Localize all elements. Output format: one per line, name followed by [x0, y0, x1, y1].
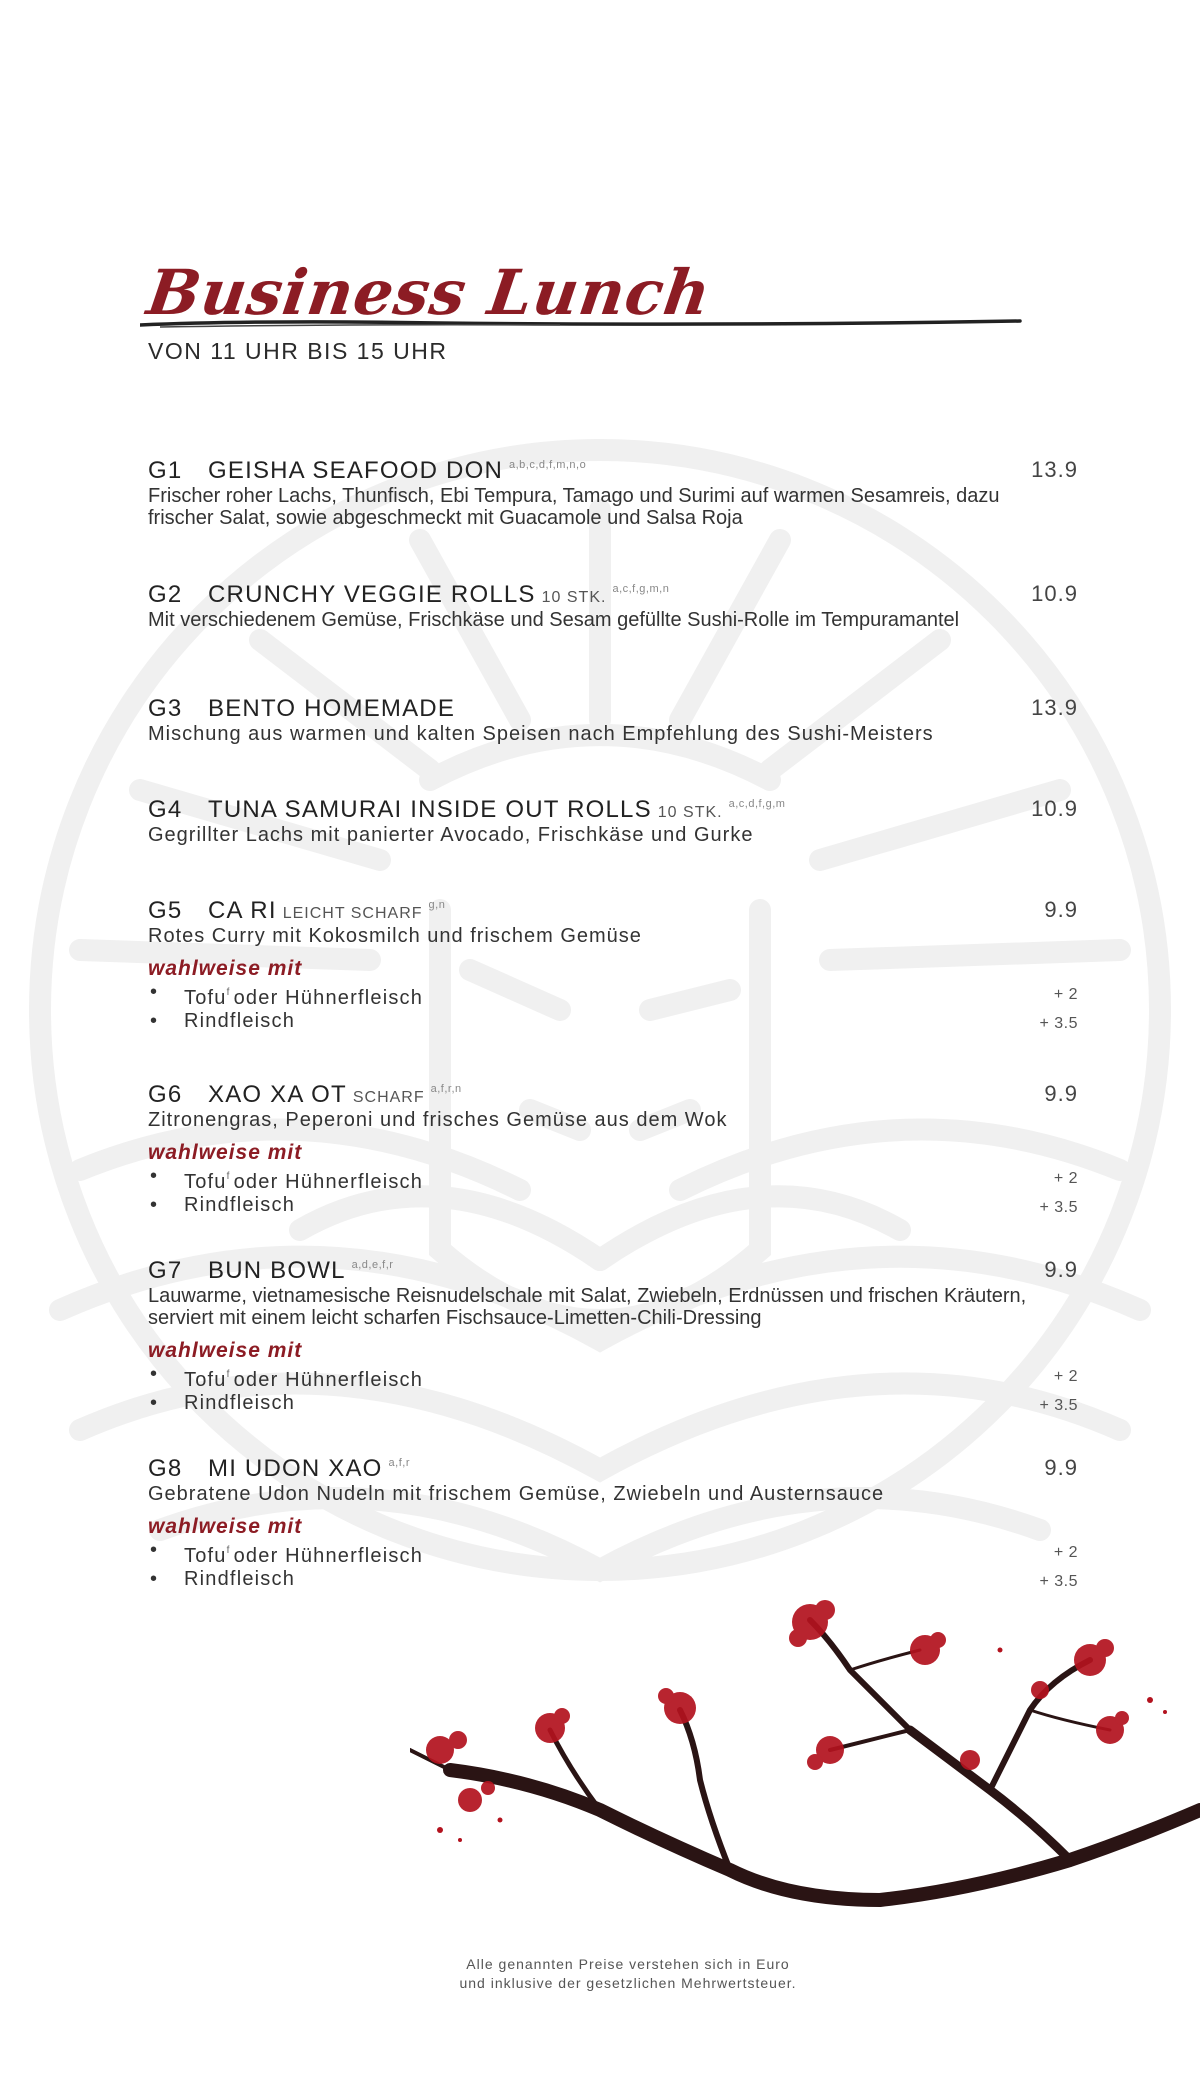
bullet: •	[150, 1363, 159, 1385]
option-row	[148, 1392, 1078, 1415]
item-price: 9.9	[1044, 1081, 1078, 1106]
page-title: Business Lunch	[142, 256, 716, 329]
option-row	[148, 981, 1078, 1010]
item-allergens: a,b,c,d,f,m,n,o	[509, 459, 587, 471]
bullet: •	[150, 981, 159, 1003]
option-allergen: f	[226, 1369, 231, 1380]
options-label: wahlweise mit	[148, 1141, 303, 1164]
option-allergen: f	[226, 987, 231, 998]
item-name: CA RI	[208, 897, 277, 924]
item-price: 13.9	[1031, 457, 1078, 482]
option-surcharge: + 3.5	[1039, 1199, 1078, 1216]
item-code: G7	[148, 1257, 183, 1284]
option-row	[148, 1363, 1078, 1392]
menu-item	[148, 796, 1078, 846]
item-name: CRUNCHY VEGGIE ROLLS	[208, 581, 536, 608]
option-text: Tofu	[184, 1369, 227, 1391]
item-code: G4	[148, 796, 183, 823]
item-description: Gegrillter Lachs mit panierter Avocado, Frischkäse und Gurke	[148, 824, 754, 846]
menu-item	[148, 897, 1078, 1033]
option-row	[148, 1165, 1078, 1194]
options-label: wahlweise mit	[148, 1515, 303, 1538]
option-surcharge: + 2	[1053, 1170, 1078, 1187]
options-label: wahlweise mit	[148, 1339, 303, 1362]
item-description: Mit verschiedenem Gemüse, Frischkäse und Sesam gefüllte Sushi-Rolle im Tempuramantel	[148, 609, 960, 631]
menu-item	[148, 457, 1078, 529]
service-hours: VON 11 UHR BIS 15 UHR	[148, 338, 448, 364]
option-surcharge: + 3.5	[1039, 1015, 1078, 1032]
option-text: Tofu	[184, 987, 227, 1009]
option-text: Rindfleisch	[184, 1194, 296, 1216]
option-text-rest: oder Hühnerfleisch	[233, 987, 424, 1009]
menu-header	[142, 256, 1028, 365]
option-text-rest: oder Hühnerfleisch	[233, 1171, 424, 1193]
bullet: •	[150, 1194, 159, 1216]
item-spice-level: SCHARF	[352, 1089, 425, 1106]
option-text: Rindfleisch	[184, 1568, 296, 1590]
item-allergens: a,f,r,n	[430, 1083, 462, 1095]
brush-underline-icon	[140, 318, 1040, 330]
menu-item	[148, 1081, 1078, 1217]
item-allergens: a,c,f,g,m,n	[612, 583, 670, 595]
price-note-line-1: Alle genannten Preise verstehen sich in Euro	[466, 1956, 790, 1972]
item-description: Gebratene Udon Nudeln mit frischem Gemüse, Zwiebeln und Austernsauce	[148, 1483, 885, 1505]
option-allergen: f	[226, 1171, 231, 1182]
option-surcharge: + 2	[1053, 1368, 1078, 1385]
item-code: G1	[148, 457, 183, 484]
item-name: BUN BOWL	[208, 1257, 346, 1284]
cherry-blossom-branch-icon	[410, 1600, 1200, 1940]
item-name: GEISHA SEAFOOD DON	[208, 457, 503, 484]
option-text: Tofu	[184, 1171, 227, 1193]
item-portion: 10 STK.	[541, 589, 607, 606]
item-price: 10.9	[1031, 796, 1078, 821]
item-allergens: a,d,e,f,r	[351, 1259, 394, 1271]
option-text: Rindfleisch	[184, 1392, 296, 1414]
option-surcharge: + 2	[1053, 986, 1078, 1003]
item-price: 13.9	[1031, 695, 1078, 720]
bullet: •	[150, 1392, 159, 1414]
item-description: Rotes Curry mit Kokosmilch und frischem Gemüse	[148, 925, 642, 947]
item-spice-level: LEICHT SCHARF	[282, 905, 423, 922]
option-surcharge: + 3.5	[1039, 1573, 1078, 1590]
bullet: •	[150, 1010, 159, 1032]
option-text-rest: oder Hühnerfleisch	[233, 1369, 424, 1391]
menu-item	[148, 1455, 1078, 1591]
item-price: 9.9	[1044, 897, 1078, 922]
item-allergens: a,f,r	[388, 1457, 410, 1469]
menu-item	[148, 1257, 1078, 1415]
item-price: 9.9	[1044, 1257, 1078, 1282]
item-price: 9.9	[1044, 1455, 1078, 1480]
price-note	[0, 1955, 1200, 1993]
option-row	[148, 1194, 1078, 1217]
option-allergen: f	[226, 1545, 231, 1556]
menu-item	[148, 581, 1078, 631]
bullet: •	[150, 1165, 159, 1187]
option-row	[148, 1539, 1078, 1568]
item-allergens: a,c,d,f,g,m	[728, 798, 786, 810]
item-code: G2	[148, 581, 183, 608]
option-row	[148, 1010, 1078, 1033]
item-name: BENTO HOMEMADE	[208, 695, 456, 722]
item-name: MI UDON XAO	[208, 1455, 383, 1482]
option-text: Tofu	[184, 1545, 227, 1567]
item-allergens: g,n	[428, 899, 446, 911]
item-description: Zitronengras, Peperoni und frisches Gemüse aus dem Wok	[148, 1109, 728, 1131]
option-text: Rindfleisch	[184, 1010, 296, 1032]
options-label: wahlweise mit	[148, 957, 303, 980]
item-name: XAO XA OT	[208, 1081, 347, 1108]
item-portion: 10 STK.	[657, 804, 723, 821]
item-name: TUNA SAMURAI INSIDE OUT ROLLS	[208, 796, 652, 823]
price-note-line-2: und inklusive der gesetzlichen Mehrwertsteuer.	[459, 1975, 797, 1991]
bullet: •	[150, 1539, 159, 1561]
item-code: G3	[148, 695, 183, 722]
menu-item	[148, 695, 1078, 745]
option-surcharge: + 3.5	[1039, 1397, 1078, 1414]
option-surcharge: + 2	[1053, 1544, 1078, 1561]
item-code: G5	[148, 897, 183, 924]
item-code: G8	[148, 1455, 183, 1482]
item-description: Frischer roher Lachs, Thunfisch, Ebi Tempura, Tamago und Surimi auf warmen Sesamreis, dazu frischer Salat, sowie abgeschmeckt mit Guacamole und Salsa Roja	[148, 485, 1000, 529]
item-description: Mischung aus warmen und kalten Speisen nach Empfehlung des Sushi-Meisters	[148, 723, 934, 745]
item-code: G6	[148, 1081, 183, 1108]
bullet: •	[150, 1568, 159, 1590]
item-price: 10.9	[1031, 581, 1078, 606]
item-description: Lauwarme, vietnamesische Reisnudelschale mit Salat, Zwiebeln, Erdnüssen und frischen Kräutern, serviert mit einem leicht scharfen Fischsauce-Limetten-Chili-Dressing	[148, 1285, 1027, 1329]
option-row	[148, 1568, 1078, 1591]
option-text-rest: oder Hühnerfleisch	[233, 1545, 424, 1567]
